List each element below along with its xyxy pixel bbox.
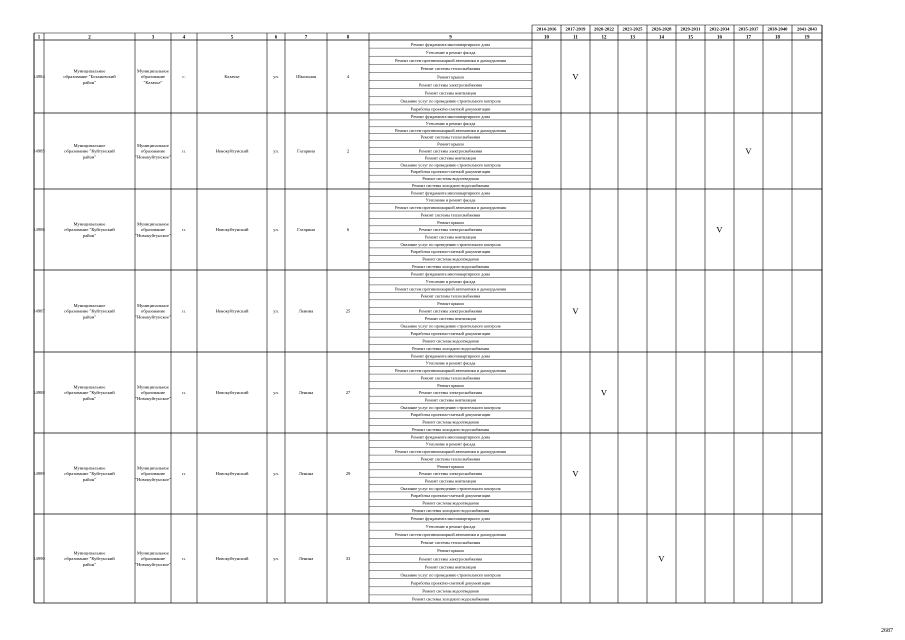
row-id: 14989	[33, 471, 45, 476]
work-item: Оказание услуг по проведению строительного контроля	[400, 162, 501, 168]
work-item: Ремонт фундамента многоквартирного дома	[411, 515, 490, 521]
period-check-mark: V	[745, 146, 752, 156]
period-header: 2029-2031	[680, 26, 701, 32]
work-item: Оказание услуг по проведению строительного контроля	[400, 572, 501, 578]
period-header: 2041-2043	[797, 26, 817, 32]
work-item: Оказание услуг по проведению строительного контроля	[400, 241, 501, 247]
district-cell: образование "Куйтунский	[64, 471, 115, 477]
work-item: Ремонт системы водоотведения	[422, 338, 479, 344]
district-cell: образование "Куйтунский	[64, 308, 115, 314]
column-number: 5	[230, 35, 234, 41]
period-header: 2020-2022	[594, 26, 614, 32]
district-cell: Муниципальное	[73, 550, 106, 556]
work-item: Ремонт фундамента многоквартирного дома	[411, 113, 490, 119]
work-item: Ремонт системы холодного водоснабжения	[412, 596, 489, 602]
row-id: 14990	[33, 556, 45, 561]
work-item: Разработка проектно-сметной документации	[410, 331, 491, 337]
period-check-mark: V	[600, 387, 608, 398]
work-item: Ремонт системы теплоснабжения	[420, 66, 481, 72]
municipality-cell: образование	[140, 556, 166, 562]
column-number: 6	[274, 35, 278, 41]
work-item: Ремонт системы теплоснабжения	[420, 293, 481, 299]
street-cell: Ленина	[298, 308, 314, 314]
row-id: 14985	[33, 148, 45, 154]
work-item: Ремонт крыши	[437, 141, 464, 147]
house-number: 4	[346, 74, 350, 79]
work-item: Ремонт системы водоотведения	[422, 256, 479, 262]
work-item: Оказание услуг по проведению строительного контроля	[400, 98, 501, 104]
district-cell: Муниципальное	[73, 142, 106, 148]
municipality-cell: "Новокуйтунское"	[135, 561, 171, 567]
house-number: 33	[345, 556, 351, 561]
period-check-mark: V	[716, 224, 723, 235]
municipality-cell: "Новокуйтунское"	[135, 476, 171, 482]
district-cell: Муниципальное	[73, 302, 106, 308]
work-item: Ремонт фундамента многоквартирного дома	[411, 434, 490, 440]
column-number: 19	[804, 35, 810, 41]
street-type: ул.	[273, 556, 279, 561]
street-cell: Ленина	[298, 471, 314, 476]
work-item: Ремонт системы теплоснабжения	[420, 375, 481, 381]
settlement-type: п.	[182, 556, 186, 561]
work-item: Разработка проектно-сметной документации	[410, 412, 491, 418]
district-cell: Муниципальное	[73, 384, 106, 390]
settlement-type: с.	[182, 74, 186, 79]
street-type: ул.	[273, 390, 279, 395]
work-item: Ремонт систем противопожарной автоматики и дымоудаления	[395, 532, 506, 538]
column-number: 8	[346, 35, 350, 41]
work-item: Ремонт систем противопожарной автоматики и дымоудаления	[395, 127, 506, 133]
municipality-cell: образование	[140, 148, 166, 154]
work-item: Ремонт системы водоотведения	[422, 588, 479, 594]
street-type: ул.	[273, 74, 279, 79]
work-item: Ремонт системы вентиляции	[424, 155, 477, 161]
column-number: 14	[659, 35, 664, 41]
work-item: Ремонт системы холодного водоснабжения	[412, 263, 489, 269]
row-id: 14987	[33, 308, 45, 314]
work-item: Ремонт системы вентиляции	[424, 90, 477, 96]
work-item: Ремонт системы теплоснабжения	[420, 540, 481, 546]
work-item: Ремонт системы водоотведения	[422, 176, 479, 182]
period-check-mark: V	[572, 71, 579, 82]
municipality-cell: образование	[140, 308, 166, 314]
settlement-type: п.	[182, 471, 186, 476]
column-number: 18	[775, 35, 780, 41]
street-type: ул.	[273, 471, 279, 476]
work-item: Ремонт системы теплоснабжения	[420, 134, 481, 140]
work-item: Ремонт системы электроснабжения	[418, 390, 483, 396]
column-number: 2	[88, 35, 91, 41]
settlement-cell: Новокуйтунский	[215, 390, 249, 395]
district-cell: район"	[82, 79, 97, 85]
period-header: 2032-2034	[709, 26, 730, 32]
settlement-type: п.	[182, 308, 186, 314]
district-cell: образование "Куйтунский	[64, 227, 115, 233]
column-number: 10	[544, 35, 549, 41]
municipality-cell: Муниципальное	[137, 142, 169, 148]
house-number: 2	[346, 148, 350, 154]
municipality-cell: Муниципальное	[137, 221, 169, 227]
work-item: Оказание услуг по проведению строительного контроля	[400, 485, 501, 491]
column-number: 4	[182, 35, 186, 41]
street-cell: Школьная	[296, 74, 316, 79]
district-cell: Муниципальное	[73, 221, 106, 227]
period-check-mark: V	[658, 553, 665, 564]
district-cell: образование "Куйтунский	[64, 390, 115, 396]
work-item: Ремонт системы вентиляции	[424, 234, 477, 240]
street-cell: Ленина	[298, 390, 314, 395]
municipality-cell: "Казачье"	[143, 79, 163, 85]
work-item: Утепление и ремонт фасада	[425, 278, 476, 284]
settlement-cell: Новокуйтунский	[215, 471, 249, 476]
work-item: Ремонт системы электроснабжения	[418, 227, 483, 233]
street-cell: Гагарина	[297, 227, 315, 232]
street-type: ул.	[273, 148, 279, 154]
municipality-cell: образование	[140, 390, 166, 396]
work-item: Ремонт системы вентиляции	[424, 397, 477, 403]
page-number: 2687	[881, 628, 893, 634]
work-item: Ремонт крыши	[437, 301, 464, 307]
work-item: Утепление и ремонт фасада	[425, 523, 476, 529]
district-cell: Муниципальное	[73, 465, 106, 471]
municipality-cell: образование	[140, 227, 166, 233]
work-item: Ремонт системы электроснабжения	[418, 556, 483, 562]
settlement-type: п.	[182, 148, 186, 154]
settlement-cell: Новокуйтунский	[215, 227, 249, 232]
settlement-type: п.	[182, 390, 186, 395]
work-item: Ремонт системы холодного водоснабжения	[412, 183, 489, 189]
municipality-cell: "Новокуйтунское"	[135, 154, 171, 160]
column-number: 17	[746, 35, 751, 41]
district-cell: район"	[82, 476, 97, 482]
work-item: Оказание услуг по проведению строительного контроля	[400, 323, 501, 329]
work-item: Ремонт систем противопожарной автоматики и дымоудаления	[395, 449, 506, 455]
municipality-cell: Муниципальное	[137, 302, 169, 308]
work-item: Ремонт системы электроснабжения	[418, 82, 483, 88]
district-cell: район"	[82, 232, 97, 238]
house-number: 6	[346, 227, 350, 232]
work-item: Утепление и ремонт фасада	[425, 49, 476, 55]
period-header: 2035-2037	[738, 26, 759, 32]
work-item: Ремонт системы водоотведения	[422, 419, 479, 425]
work-item: Утепление и ремонт фасада	[425, 441, 476, 447]
district-cell: образование "Куйтунский	[64, 148, 115, 154]
work-item: Ремонт фундамента многоквартирного дома	[411, 271, 490, 277]
column-number: 3	[151, 35, 155, 41]
period-check-mark: V	[572, 468, 579, 479]
work-item: Разработка проектно-сметной документации	[410, 580, 491, 586]
street-type: ул.	[273, 227, 279, 232]
municipality-cell: Муниципальное	[137, 465, 169, 471]
work-item: Утепление и ремонт фасада	[425, 197, 476, 203]
municipality-cell: Муниципальное	[137, 384, 169, 390]
column-number: 12	[601, 35, 607, 41]
row-id: 14988	[33, 390, 45, 395]
street-cell: Гагарина	[297, 148, 315, 154]
period-header: 2023-2025	[622, 26, 643, 32]
municipality-cell: "Новокуйтунское"	[135, 395, 171, 401]
district-cell: район"	[82, 314, 97, 320]
work-item: Разработка проектно-сметной документации	[410, 169, 491, 175]
house-number: 27	[345, 390, 351, 395]
work-item: Утепление и ремонт фасада	[425, 360, 476, 366]
settlement-cell: Казачье	[224, 74, 240, 79]
column-number: 13	[630, 35, 635, 41]
district-cell: образование "Куйтунский	[64, 556, 115, 562]
house-number: 25	[345, 308, 351, 314]
district-cell: образование "Бохановский	[63, 74, 116, 80]
period-check-mark: V	[572, 306, 579, 316]
work-item: Ремонт системы электроснабжения	[418, 471, 483, 477]
work-item: Ремонт системы электроснабжения	[418, 308, 483, 314]
work-item: Ремонт фундамента многоквартирного дома	[411, 190, 490, 196]
municipality-cell: Муниципальное	[137, 550, 169, 556]
district-cell: район"	[82, 395, 97, 401]
row-id: 14986	[33, 227, 45, 232]
work-item: Ремонт фундамента многоквартирного дома	[411, 353, 490, 359]
district-cell: Муниципальное	[73, 68, 106, 74]
work-item: Ремонт крыши	[437, 74, 464, 80]
work-item: Ремонт системы электроснабжения	[418, 148, 483, 154]
settlement-cell: Новокуйтунский	[215, 556, 249, 561]
column-number: 15	[688, 35, 693, 41]
settlement-cell: Новокуйтунский	[215, 308, 249, 314]
column-number: 9	[449, 35, 452, 41]
street-cell: Ленина	[298, 556, 314, 561]
work-item: Ремонт системы теплоснабжения	[420, 212, 481, 218]
work-item: Ремонт системы холодного водоснабжения	[412, 345, 489, 351]
work-item: Ремонт фундамента многоквартирного дома	[411, 41, 490, 47]
work-item: Ремонт крыши	[437, 382, 464, 388]
row-id: 14984	[33, 74, 45, 79]
work-item: Ремонт системы холодного водоснабжения	[412, 507, 489, 513]
work-item: Ремонт системы холодного водоснабжения	[412, 426, 489, 432]
house-number: 29	[345, 471, 351, 476]
column-number: 7	[304, 35, 308, 41]
work-item: Ремонт систем противопожарной автоматики и дымоудаления	[395, 286, 506, 292]
municipality-cell: образование	[140, 74, 166, 80]
work-item: Ремонт крыши	[437, 463, 464, 469]
work-item: Ремонт системы водоотведения	[422, 500, 479, 506]
period-header: 2014-2016	[536, 26, 557, 32]
work-item: Оказание услуг по проведению строительного контроля	[400, 404, 501, 410]
municipality-cell: "Новокуйтунское"	[135, 232, 171, 238]
work-item: Ремонт систем противопожарной автоматики и дымоудаления	[395, 58, 506, 64]
work-item: Ремонт крыши	[437, 548, 464, 554]
work-item: Утепление и ремонт фасада	[425, 120, 476, 126]
column-number: 1	[37, 35, 41, 41]
district-cell: район"	[82, 561, 97, 567]
work-item: Ремонт крыши	[437, 219, 464, 225]
work-item: Разработка проектно-сметной документации	[410, 106, 491, 112]
work-item: Разработка проектно-сметной документации	[410, 493, 491, 499]
period-header: 2038-2040	[767, 26, 788, 32]
municipality-cell: Муниципальное	[137, 68, 169, 74]
municipality-cell: образование	[140, 471, 166, 477]
column-number: 16	[717, 35, 722, 41]
period-header: 2017-2019	[565, 26, 586, 32]
work-item: Ремонт системы теплоснабжения	[420, 456, 481, 462]
settlement-type: п.	[182, 227, 186, 232]
street-type: ул.	[273, 308, 279, 314]
work-item: Ремонт системы вентиляции	[424, 478, 477, 484]
work-item: Ремонт систем противопожарной автоматики и дымоудаления	[395, 368, 506, 374]
column-number: 11	[573, 35, 578, 41]
work-item: Ремонт систем противопожарной автоматики и дымоудаления	[395, 205, 506, 211]
district-cell: район"	[82, 154, 97, 160]
work-item: Ремонт системы вентиляции	[424, 316, 477, 322]
work-item: Ремонт системы вентиляции	[424, 564, 477, 570]
settlement-cell: Новокуйтунский	[215, 148, 249, 154]
period-header: 2026-2028	[651, 26, 672, 32]
work-item: Разработка проектно-сметной документации	[410, 249, 491, 255]
municipality-cell: "Новокуйтунское"	[135, 314, 171, 320]
